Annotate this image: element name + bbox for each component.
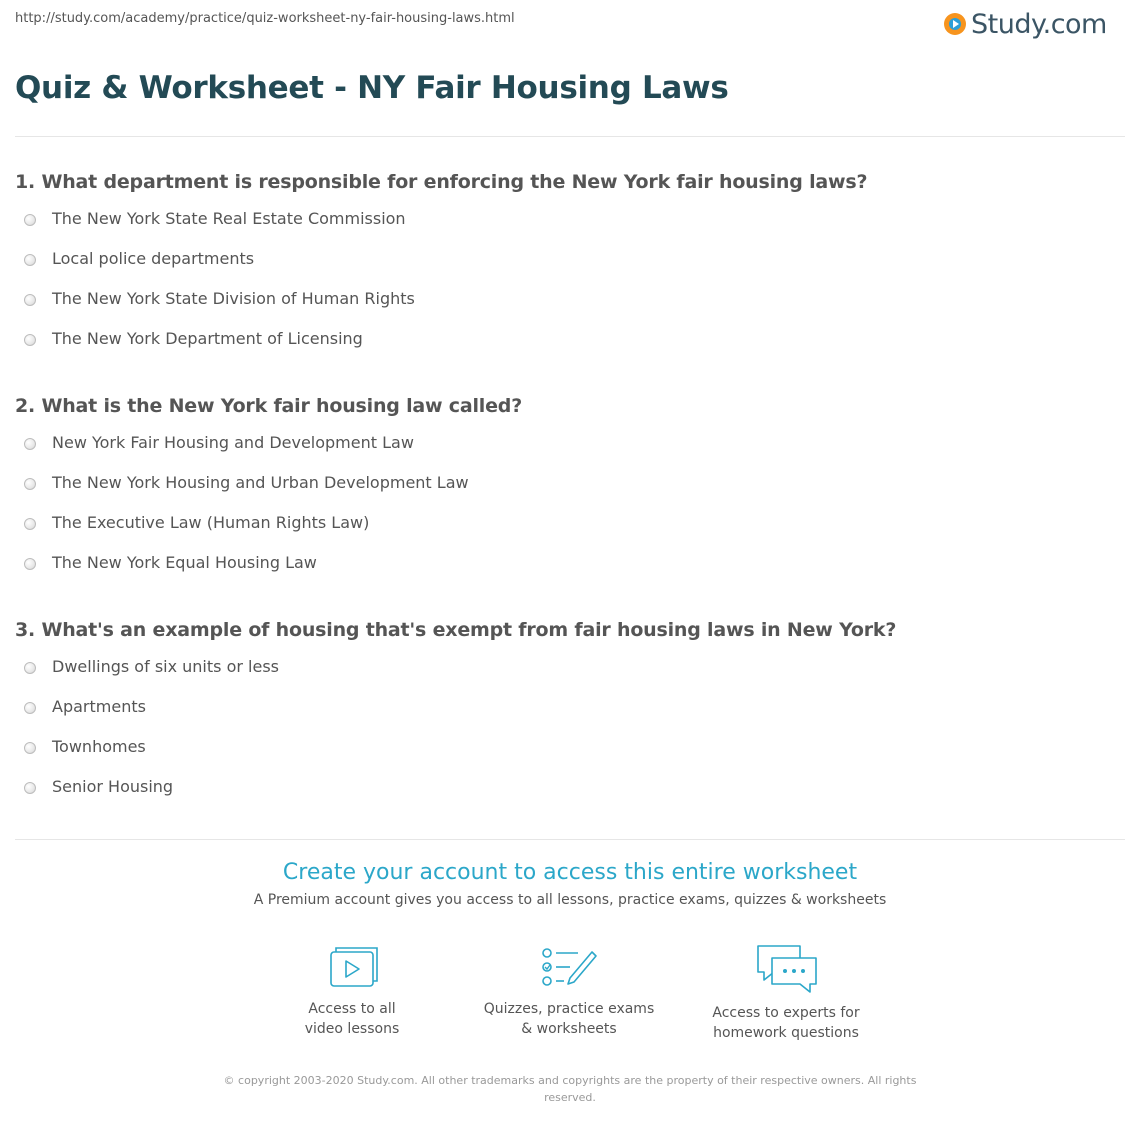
feature-label-line: & worksheets [521,1021,617,1037]
answer-option[interactable] [15,248,1125,288]
cta-divider [15,839,1125,840]
answer-label: Townhomes [52,737,146,756]
answer-option[interactable] [15,512,1125,552]
create-account-link[interactable]: Create your account to access this entire worksheet [282,860,858,885]
question-text: 2. What is the New York fair housing law called? [15,395,523,417]
answer-option[interactable] [15,552,1125,592]
feature-experts [686,944,886,1043]
radio-button-icon[interactable] [24,438,36,450]
question-3 [15,618,1125,816]
play-circle-icon [944,13,966,35]
question-2 [15,394,1125,592]
answer-label: The New York State Real Estate Commission [52,209,406,228]
answer-option[interactable] [15,776,1125,816]
radio-button-icon[interactable] [24,662,36,674]
answer-label: The New York Housing and Urban Development Law [52,473,469,492]
copyright-footer: © copyright 2003-2020 Study.com. All other trademarks and copyrights are the property of their respective owners. All rights reserved. [223,1074,917,1104]
page-url: http://study.com/academy/practice/quiz-worksheet-ny-fair-housing-laws.html [15,11,515,26]
answer-option[interactable] [15,472,1125,512]
feature-label-line: Access to experts for [712,1005,860,1021]
answer-option[interactable] [15,208,1125,248]
feature-label-line: Quizzes, practice exams [483,1001,655,1017]
answer-label: Local police departments [52,249,255,268]
answer-option[interactable] [15,656,1125,696]
answer-option[interactable] [15,328,1125,368]
logo-text: Study.com [971,8,1107,40]
video-lessons-icon [326,944,378,990]
study-logo[interactable] [944,6,1107,42]
feature-label [686,1003,886,1043]
feature-label [469,999,669,1039]
radio-button-icon[interactable] [24,782,36,794]
answer-option[interactable] [15,288,1125,328]
answer-label: The New York State Division of Human Rights [52,289,415,308]
answer-option[interactable] [15,432,1125,472]
answer-options [15,208,1125,368]
chat-bubbles-icon [754,944,818,994]
radio-button-icon[interactable] [24,702,36,714]
answer-label: Senior Housing [52,777,174,796]
feature-label-line: video lessons [304,1021,400,1037]
answer-options [15,432,1125,592]
radio-button-icon[interactable] [24,478,36,490]
page-title: Quiz & Worksheet - NY Fair Housing Laws [15,70,729,106]
title-divider [15,136,1125,137]
radio-button-icon[interactable] [24,214,36,226]
question-text: 3. What's an example of housing that's exempt from fair housing laws in New York? [15,619,897,641]
quiz-checklist-icon [540,944,598,990]
feature-label-line: Access to all [308,1001,396,1017]
question-1 [15,170,1125,368]
radio-button-icon[interactable] [24,742,36,754]
feature-video-lessons [252,944,452,1039]
cta-subtitle: A Premium account gives you access to all lessons, practice exams, quizzes & worksheets [253,892,887,908]
feature-quizzes [469,944,669,1039]
answer-label: New York Fair Housing and Development Law [52,433,414,452]
answer-label: Apartments [52,697,146,716]
radio-button-icon[interactable] [24,254,36,266]
answer-label: The Executive Law (Human Rights Law) [52,513,370,532]
answer-label: The New York Department of Licensing [52,329,363,348]
radio-button-icon[interactable] [24,558,36,570]
radio-button-icon[interactable] [24,518,36,530]
answer-label: The New York Equal Housing Law [52,553,317,572]
radio-button-icon[interactable] [24,294,36,306]
answer-options [15,656,1125,816]
answer-option[interactable] [15,736,1125,776]
answer-option[interactable] [15,696,1125,736]
question-text: 1. What department is responsible for enforcing the New York fair housing laws? [15,171,868,193]
feature-label [252,999,452,1039]
radio-button-icon[interactable] [24,334,36,346]
answer-label: Dwellings of six units or less [52,657,279,676]
feature-label-line: homework questions [713,1025,859,1041]
